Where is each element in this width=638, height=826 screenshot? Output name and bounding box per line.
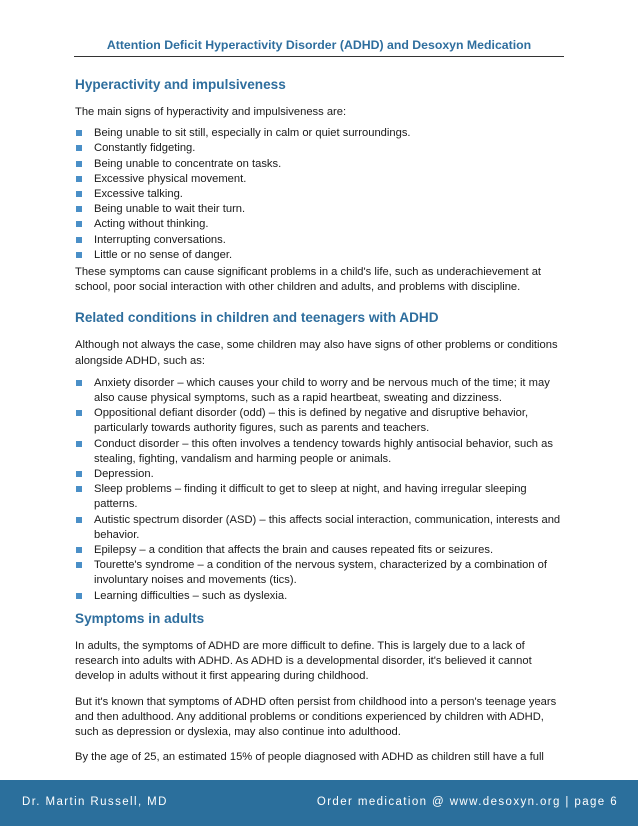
section-heading-related-conditions: Related conditions in children and teenagers with ADHD (75, 310, 439, 326)
list-item: Depression. (75, 467, 565, 482)
list-item: Epilepsy – a condition that affects the brain and causes repeated fits or seizures. (75, 543, 565, 558)
section2-intro: Although not always the case, some children may also have signs of other problems or conditions alongside ADHD, such as: (75, 339, 558, 367)
list-item: Being unable to concentrate on tasks. (75, 157, 565, 172)
section-heading-hyperactivity: Hyperactivity and impulsiveness (75, 77, 286, 92)
list-item: Excessive talking. (75, 187, 565, 202)
section3-paragraph: But it's known that symptoms of ADHD often persist from childhood into a person's teenage years and then adulthood. Any additional problems or conditions experienced by children with ADHD, such as depression or dyslexia, may also continue into adulthood. (75, 695, 557, 738)
list-item: Being unable to wait their turn. (75, 202, 565, 217)
section1-outro: These symptoms can cause significant problems in a child's life, such as underachievement at school, poor social interaction with other children and adults, and problems with discipline. (75, 266, 542, 294)
list-item: Tourette's syndrome – a condition of the nervous system, characterized by a combination of involuntary noises and movements (tics). (75, 558, 565, 588)
section3-paragraph: By the age of 25, an estimated 15% of people diagnosed with ADHD as children still have a full (75, 751, 544, 764)
list-item: Constantly fidgeting. (75, 141, 565, 156)
list-item: Autistic spectrum disorder (ASD) – this affects social interaction, communication, interests and behavior. (75, 513, 565, 543)
list-item: Oppositional defiant disorder (odd) – this is defined by negative and disruptive behavior, particularly towards authority figures, such as parents and teachers. (75, 406, 565, 436)
list-item: Learning difficulties – such as dyslexia. (75, 589, 565, 604)
list-item: Anxiety disorder – which causes your child to worry and be nervous much of the time; it may also cause physical symptoms, such as a rapid heartbeat, sweating and dizziness. (75, 376, 565, 406)
list-item: Conduct disorder – this often involves a tendency towards highly antisocial behavior, such as stealing, fighting, vandalism and harming people or animals. (75, 437, 565, 467)
list-item: Excessive physical movement. (75, 172, 565, 187)
list-item: Acting without thinking. (75, 217, 565, 232)
section1-intro: The main signs of hyperactivity and impulsiveness are: (75, 106, 347, 118)
page-footer (0, 780, 638, 826)
list-item: Being unable to sit still, especially in calm or quiet surroundings. (75, 126, 565, 141)
list-item: Interrupting conversations. (75, 233, 565, 248)
section-heading-adults: Symptoms in adults (75, 610, 205, 626)
footer-page-info: Order medication @ www.desoxyn.org | page 6 (316, 796, 618, 808)
page-header-title: Attention Deficit Hyperactivity Disorder (ADHD) and Desoxyn Medication (74, 38, 564, 57)
document-body (75, 76, 565, 765)
footer-author: Dr. Martin Russell, MD (22, 796, 168, 808)
hyperactivity-list (75, 126, 565, 263)
list-item: Little or no sense of danger. (75, 248, 565, 263)
related-conditions-list (75, 376, 565, 604)
list-item: Sleep problems – finding it difficult to get to sleep at night, and having irregular sleeping patterns. (75, 482, 565, 512)
section3-paragraph: In adults, the symptoms of ADHD are more difficult to define. This is largely due to a lack of research into adults with ADHD. As ADHD is a developmental disorder, it's believed it cannot develop in adults without it first appearing during childhood. (75, 639, 532, 683)
